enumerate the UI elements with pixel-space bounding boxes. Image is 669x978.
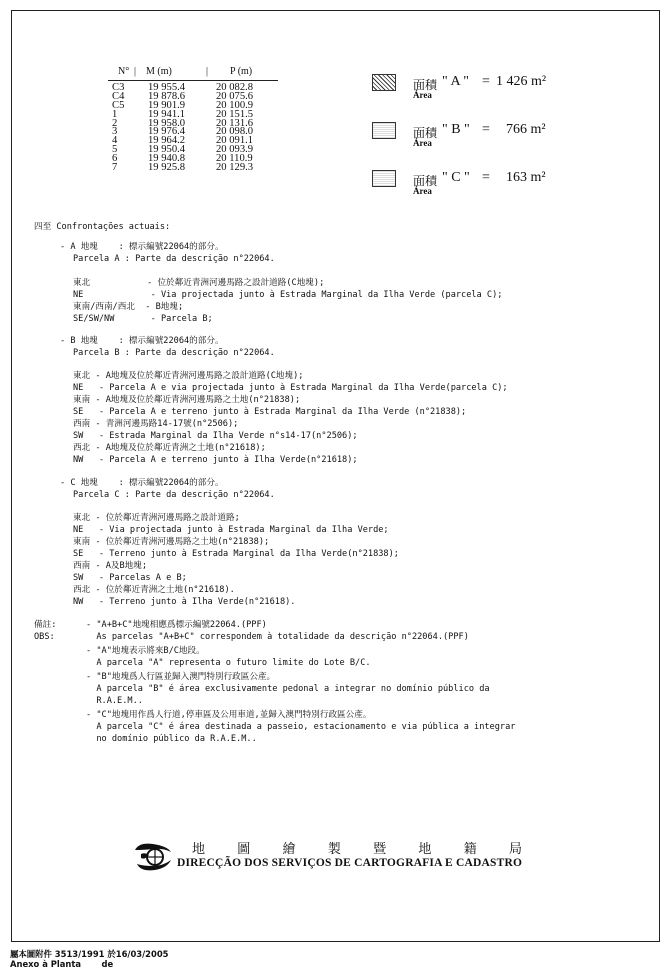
parcel-c-line: SE - Terreno junto à Estrada Marginal da Ilha Verde(n°21838); [73, 549, 399, 559]
area-eq: = [482, 74, 490, 89]
parcel-b-line: SW - Estrada Marginal da Ilha Verde n°s14-17(n°2506); [73, 431, 358, 441]
bureau-char: 局 [508, 842, 522, 857]
parcel-b-line: 西北 - A地塊及位於鄰近青洲之土地(n°21618); [73, 443, 266, 453]
hatch-swatch-a [372, 74, 396, 91]
bureau-char: 暨 [373, 842, 387, 857]
parcel-c-line: NW - Terreno junto à Ilha Verde(n°21618). [73, 597, 296, 607]
coord-row [112, 84, 282, 93]
area-letter: " C " [442, 170, 470, 185]
parcel-a-line: 東北 - 位於鄰近青洲河邊馬路之設計道路(C地塊); [73, 278, 325, 288]
bureau-char: 圖 [237, 842, 251, 857]
point-id: 3 [112, 126, 118, 138]
parcel-c-line: 東南 - 位於鄰近青洲河邊馬路之土地(n°21838); [73, 537, 270, 547]
bureau-logo-icon [133, 838, 173, 874]
parcel-a-line: SE/SW/NW - Parcela B; [73, 314, 213, 324]
bureau-char: 地 [418, 842, 432, 857]
table-divider [108, 80, 278, 81]
coord-p: 20 093.9 [216, 144, 254, 156]
coord-m: 19 976.4 [148, 126, 186, 138]
note-line: - "A"地塊表示將來B/C地段。 [86, 646, 205, 656]
parcel-b-line: 西南 - 青洲河邊馬路14-17號(n°2506); [73, 419, 239, 429]
note-line: A parcela "B" é área exclusivamente pedonal a integrar no domínio público da [86, 684, 490, 694]
parcel-b-line: SE - Parcela A e terreno junto à Estrada Marginal da Ilha Verde (n°21838); [73, 407, 467, 417]
notes-label-cn: 備註: [34, 620, 57, 630]
note-line: no domínio público da R.A.E.M.. [86, 734, 257, 744]
area-value: 1 426 m² [496, 74, 547, 89]
point-id: C3 [112, 82, 125, 93]
coord-row [112, 155, 282, 164]
point-id: 6 [112, 153, 118, 165]
bureau-char: 籍 [463, 842, 477, 857]
area-letter: " A " [442, 74, 469, 89]
note-line: R.A.E.M.. [86, 696, 143, 706]
area-letter: " B " [442, 122, 470, 137]
legend-area-a [372, 74, 592, 104]
col-header-m: M (m) [146, 66, 172, 77]
parcel-b-line: NW - Parcela A e terreno junto à Ilha Verde(n°21618); [73, 455, 358, 465]
parcel-c-line: NE - Via projectada junto à Estrada Marginal da Ilha Verde; [73, 525, 389, 535]
bureau-char: 製 [327, 842, 341, 857]
parcel-c-line: 西北 - 位於鄰近青洲之土地(n°21618). [73, 585, 235, 595]
area-label-cn: 面積 [413, 126, 438, 140]
point-id: 4 [112, 135, 118, 147]
point-id: C5 [112, 99, 125, 111]
coord-m: 19 925.8 [148, 162, 186, 174]
notes-label-pt: OBS: [34, 632, 55, 642]
bureau-name-cn [192, 838, 522, 857]
hatch-swatch-b [372, 122, 396, 139]
point-id: 1 [112, 108, 118, 120]
area-label-pt: Área [413, 90, 432, 100]
coord-m: 19 950.4 [148, 144, 186, 156]
parcel-b-title-pt: Parcela B : Parte da descrição n°22064. [73, 348, 275, 358]
area-eq: = [482, 170, 490, 185]
coord-p: 20 075.6 [216, 90, 254, 102]
hatch-swatch-c [372, 170, 396, 187]
parcel-c-title-cn: - C 地塊 : 標示編號22064的部分。 [60, 478, 224, 488]
coord-p: 20 110.9 [216, 153, 253, 165]
coord-p: 20 091.1 [216, 135, 254, 147]
legend-area-c [372, 170, 592, 200]
bureau-name-pt: DIRECÇÃO DOS SERVIÇOS DE CARTOGRAFIA E CADASTRO [177, 857, 523, 869]
parcel-b-title-cn: - B 地塊 : 標示編號22064的部分。 [60, 336, 224, 346]
note-line: As parcelas "A+B+C" correspondem à totalidade da descrição n°22064.(PPF) [86, 632, 469, 642]
parcel-c-line: 東北 - 位於鄰近青洲河邊馬路之設計道路; [73, 513, 240, 523]
point-id: 5 [112, 144, 118, 156]
area-eq: = [482, 122, 490, 137]
coord-m: 19 955.4 [148, 82, 186, 93]
parcel-c-line: 西南 - A及B地塊; [73, 561, 148, 571]
note-line: - "C"地塊用作爲人行道,停車區及公用車道,並歸入澳門特別行政區公產。 [86, 710, 372, 720]
coord-p: 20 129.3 [216, 162, 254, 174]
parcel-a-title-pt: Parcela A : Parte da descrição n°22064. [73, 254, 275, 264]
point-id: 2 [112, 117, 118, 129]
annex-line-cn: 屬本圖附件 3513/1991 於16/03/2005 [10, 949, 169, 959]
area-label-cn: 面積 [413, 78, 438, 92]
coord-row [112, 90, 282, 102]
coord-p: 20 098.0 [216, 126, 254, 138]
legend-area-b [372, 122, 592, 152]
area-label-cn: 面積 [413, 174, 438, 188]
note-line: - "B"地塊爲人行區並歸入澳門特別行政區公產。 [86, 672, 276, 682]
coord-row [112, 137, 282, 146]
section-heading: 四至 Confrontações actuais: [34, 222, 171, 232]
bureau-char: 繪 [282, 842, 296, 857]
coord-m: 19 940.8 [148, 153, 186, 165]
parcel-b-line: 東北 - A地塊及位於鄰近青洲河邊馬路之設計道路(C地塊); [73, 371, 304, 381]
parcel-c-line: SW - Parcelas A e B; [73, 573, 187, 583]
coord-p: 20 082.8 [216, 82, 254, 93]
area-label-pt: Área [413, 138, 432, 148]
coord-row [112, 108, 282, 120]
coord-row [112, 146, 282, 155]
coord-table-body [112, 84, 282, 173]
note-line: - "A+B+C"地塊相應爲標示編號22064.(PPF) [86, 620, 267, 630]
bureau-char: 地 [192, 842, 206, 857]
parcel-c-title-pt: Parcela C : Parte da descrição n°22064. [73, 490, 275, 500]
area-label-pt: Área [413, 186, 432, 196]
coord-m: 19 941.1 [148, 108, 186, 120]
annex-line-pt: Anexo à Planta de [10, 959, 114, 969]
parcel-b-line: 東南 - A地塊及位於鄰近青洲河邊馬路之土地(n°21838); [73, 395, 301, 405]
coord-m: 19 964.2 [148, 135, 186, 147]
coord-row [112, 128, 282, 137]
coord-m: 19 958.0 [148, 117, 186, 129]
coord-m: 19 901.9 [148, 99, 186, 111]
point-id: C4 [112, 90, 125, 102]
coord-p: 20 151.5 [216, 108, 254, 120]
coord-row [112, 164, 282, 173]
coord-row [112, 99, 282, 111]
parcel-a-line: 東南/西南/西北 - B地塊; [73, 302, 184, 312]
area-value: 766 m² [506, 122, 546, 137]
coord-m: 19 878.6 [148, 90, 186, 102]
parcel-a-title-cn: - A 地塊 : 標示編號22064的部分。 [60, 242, 224, 252]
col-header-no: N° [118, 66, 130, 77]
area-value: 163 m² [506, 170, 546, 185]
coord-row [112, 117, 282, 129]
coord-p: 20 100.9 [216, 99, 254, 111]
note-line: A parcela "C" é área destinada a passeio, estacionamento e via pública a integrar [86, 722, 516, 732]
note-line: A parcela "A" representa o futuro limite do Lote B/C. [86, 658, 371, 668]
point-id: 7 [112, 162, 118, 174]
col-header-p: P (m) [230, 66, 253, 77]
parcel-b-line: NE - Parcela A e via projectada junto à Estrada Marginal da Ilha Verde(parcela C); [73, 383, 508, 393]
parcel-a-line: NE - Via projectada junto à Estrada Marginal da Ilha Verde (parcela C); [73, 290, 503, 300]
coord-p: 20 131.6 [216, 117, 254, 129]
